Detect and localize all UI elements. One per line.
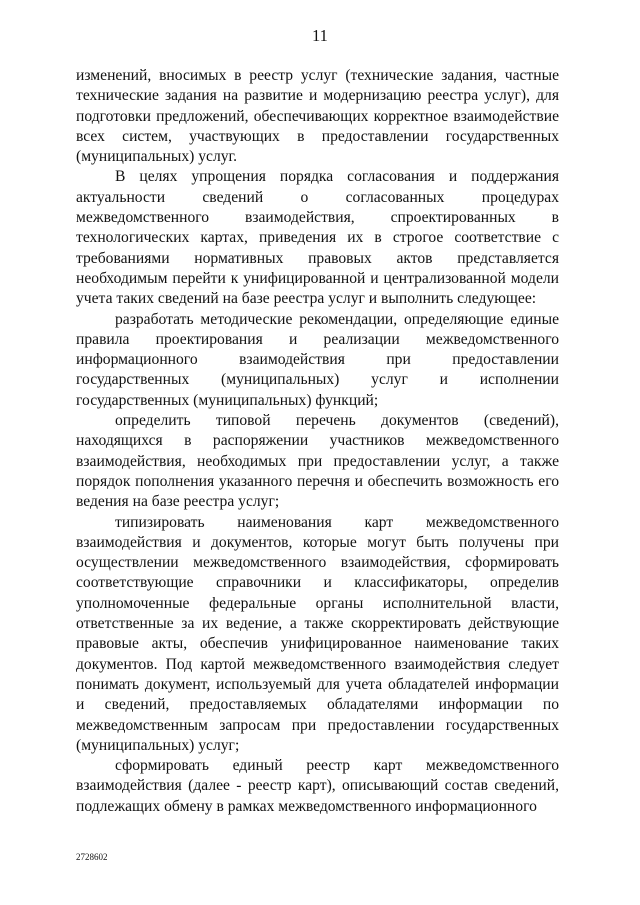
paragraph-item-card-registry: сформировать единый реестр карт межведомственного взаимодействия (далее - реестр карт), описывающий состав сведений, подлежащих обмену в рамках межведомственного информационного — [76, 757, 559, 815]
document-code: 2728602 — [76, 852, 108, 862]
paragraph-continuation: изменений, вносимых в реестр услуг (технические задания, частные технические задания на развитие и модернизацию реестра услуг), для подготовки предложений, обеспечивающих корректное взаимодействие всех систем, участвующих в предоставлении государственных (муниципальных) услуг. — [76, 67, 559, 166]
page-number: 11 — [312, 26, 328, 45]
paragraph-intro: В целях упрощения порядка согласования и поддержания актуальности сведений о согласованных процедурах межведомственного взаимодействия, спроектированных в технологических картах, приведения их в строгое соответствие с требованиями нормативных правовых актов представляется необходимым перейти к унифицированной и централизованной модели учета таких сведений на базе реестра услуг и выполнить следующее: — [76, 168, 559, 308]
paragraph-item-guidelines: разработать методические рекомендации, определяющие единые правила проектирования и реализации межведомственного информационного взаимодействия при предоставлении государственных (муниципальных) услуг и исполнении государственных (муниципальных) функций; — [76, 310, 559, 409]
paragraph-item-document-list: определить типовой перечень документов (сведений), находящихся в распоряжении участников межведомственного взаимодействия, необходимых при предоставлении услуг, а также порядок пополнения указанного перечня и обеспечить возможность его ведения на базе реестра услуг; — [76, 412, 559, 511]
body-text — [76, 66, 559, 817]
paragraph-item-typify-cards: типизировать наименования карт межведомственного взаимодействия и документов, которые могут быть получены при осуществлении межведомственного взаимодействия, сформировать соответствующие справочники и классификаторы, определив уполномоченные федеральные органы исполнительной власти, ответственные за их ведение, а также скорректировать действующие правовые акты, обеспечив унифицированное наименование таких документов. Под картой межведомственного взаимодействия следует понимать документ, используемый для учета обладателей информации и сведений, предоставляемых обладателями информации по межведомственным запросам при предоставлении государственных (муниципальных) услуг; — [76, 513, 559, 754]
